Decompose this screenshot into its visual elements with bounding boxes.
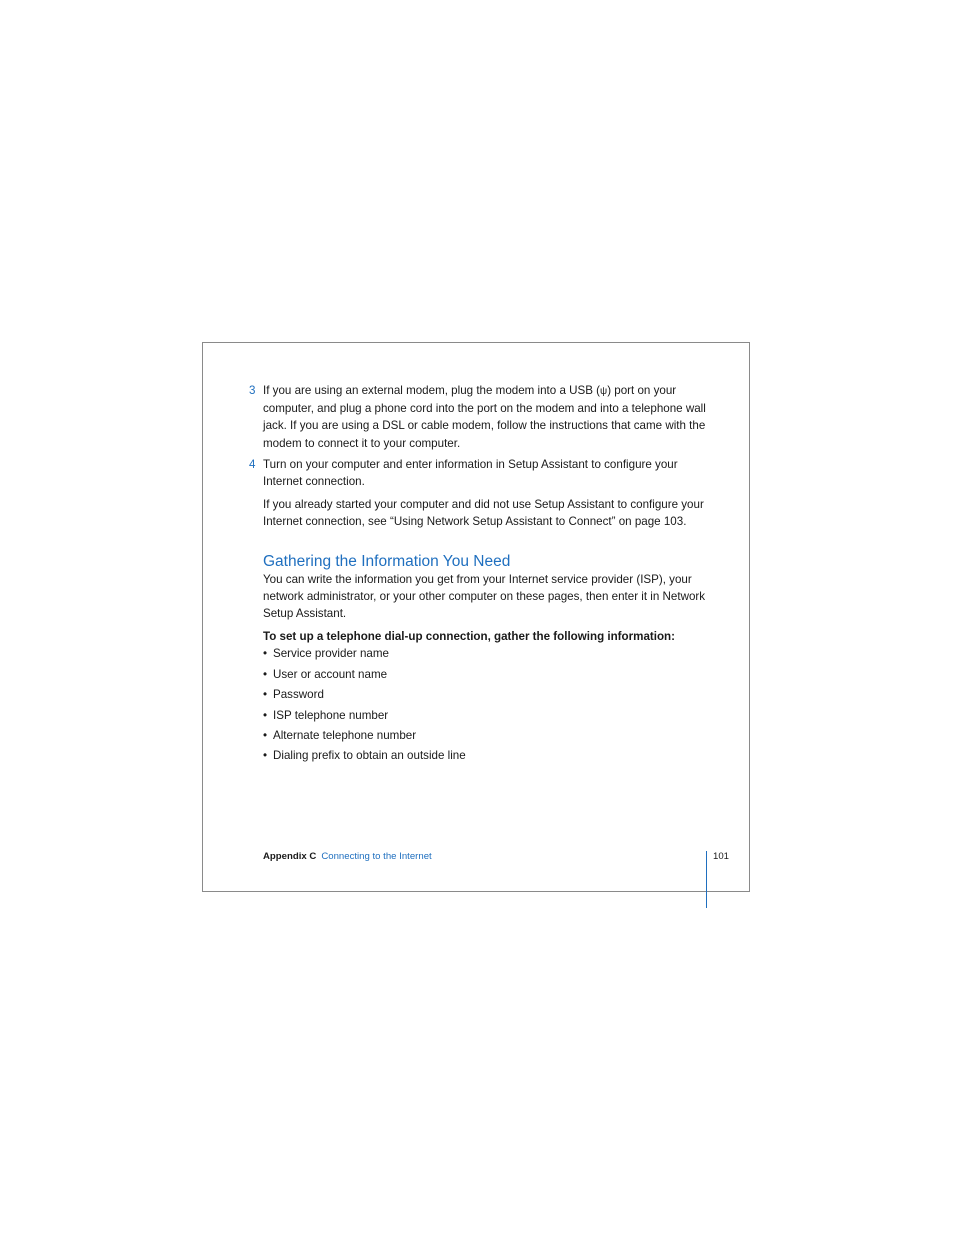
bullet-icon: •: [263, 667, 268, 681]
list-item-label: Service provider name: [273, 647, 389, 661]
bullet-icon: •: [263, 647, 268, 661]
bullet-icon: •: [263, 708, 268, 722]
step-number: 4: [249, 457, 256, 471]
bullet-icon: •: [263, 688, 268, 702]
list-item: [263, 727, 713, 744]
list-item-label: Alternate telephone number: [273, 729, 417, 742]
list-item-label: Password: [273, 688, 324, 702]
footer-divider: [706, 851, 707, 908]
usb-icon: ψ: [600, 386, 608, 397]
page-content: [249, 382, 713, 768]
step-4: [249, 456, 713, 490]
page-number: 101: [713, 851, 730, 862]
page-footer: [263, 851, 432, 863]
list-item-label: Dialing prefix to obtain an outside line: [273, 749, 466, 763]
info-list: [263, 645, 713, 764]
list-item: [263, 707, 713, 724]
bullet-icon: •: [263, 749, 268, 763]
step-text: [263, 382, 713, 452]
step-text: Turn on your computer and enter information in Setup Assistant to configure your Internet connection.: [263, 457, 678, 489]
bullet-icon: •: [263, 729, 268, 742]
step-number: 3: [249, 384, 256, 397]
footer-chapter-link[interactable]: Connecting to the Internet: [321, 851, 432, 862]
followup-paragraph: If you already started your computer and did not use Setup Assistant to configure your Internet connection, see “Using Network Setup Assistant to Connect” on page 103.: [263, 498, 704, 529]
section-heading: Gathering the Information You Need: [263, 552, 511, 570]
step-3: [249, 382, 713, 452]
list-item: [263, 686, 713, 703]
list-item-label: User or account name: [273, 667, 388, 681]
list-lead: To set up a telephone dial-up connection, gather the following information:: [263, 630, 676, 644]
step-text-part: If you are using an external modem, plug the modem into a USB (: [263, 384, 601, 397]
list-item: [263, 747, 713, 764]
step-text-part: ) port on your computer, and plug a phone cord into the port on the modem and into a telephone wall jack. If you are using a DSL or cable modem, follow the instructions that came with the modem to connect it to your computer.: [263, 384, 706, 450]
footer-appendix: Appendix C: [263, 851, 317, 862]
section-intro: You can write the information you get from your Internet service provider (ISP), your network administrator, or your other computer on these pages, then enter it in Network Setup Assistant.: [263, 572, 706, 621]
list-item-label: ISP telephone number: [273, 708, 389, 722]
list-item: [263, 666, 713, 683]
list-item: [263, 645, 713, 662]
